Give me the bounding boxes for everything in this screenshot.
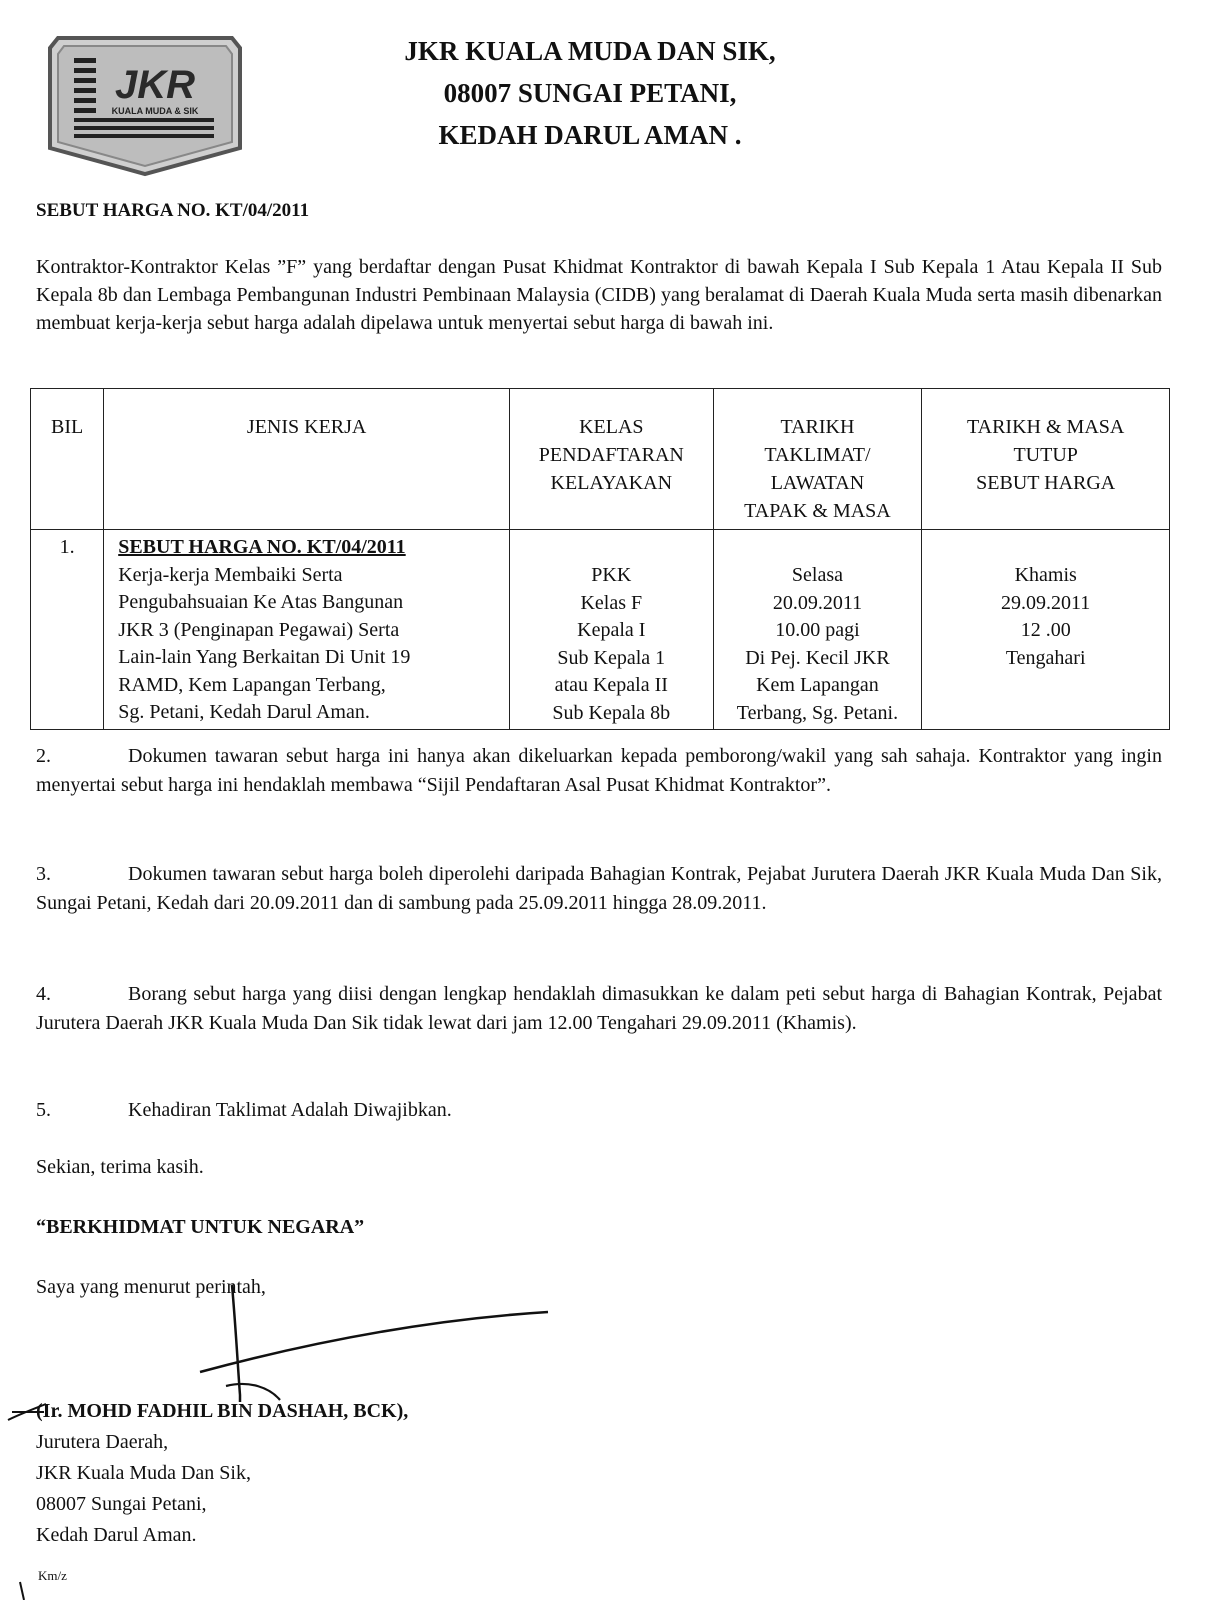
header-kelas-line: KELAYAKAN <box>550 472 673 494</box>
work-line: Kerja-kerja Membaiki Serta <box>118 563 343 586</box>
signer-block <box>36 1396 408 1551</box>
signer-office: JKR Kuala Muda Dan Sik, <box>36 1462 251 1484</box>
quotation-table <box>30 388 1170 730</box>
logo-text: JKR <box>114 63 196 107</box>
cell-tarikh-tutup <box>922 530 1170 730</box>
tutup-line: Khamis <box>1014 564 1077 586</box>
header-kelas <box>510 389 713 530</box>
tutup-line: 12 .00 <box>1020 619 1071 641</box>
header-tarikh-taklimat <box>713 389 922 530</box>
cell-jenis-kerja <box>104 530 510 730</box>
office-address-header <box>330 30 850 156</box>
cell-tarikh-taklimat <box>713 530 922 730</box>
paragraph-text: Dokumen tawaran sebut harga ini hanya akan dikeluarkan kepada pemborong/wakil yang sah sahaja. Kontraktor yang ingin menyertai sebut harga ini hendaklah membawa “Sijil Pendaftaran Asal Pusat Khidmat Kontraktor”. <box>36 745 1162 796</box>
header-tutup-line: TARIKH & MASA <box>967 416 1125 438</box>
paragraph-5 <box>36 1096 1162 1125</box>
header-line-3: KEDAH DARUL AMAN . <box>438 120 742 150</box>
paragraph-number: 2. <box>36 745 51 767</box>
tutup-line: 29.09.2011 <box>1001 591 1091 614</box>
paragraph-text: Kehadiran Taklimat Adalah Diwajibkan. <box>128 1099 452 1121</box>
header-tutup-line: TUTUP <box>1013 444 1078 466</box>
table-row <box>31 530 1170 730</box>
signer-city: 08007 Sungai Petani, <box>36 1493 207 1515</box>
header-tarikh-line: TAKLIMAT/ <box>764 444 871 466</box>
header-jenis-kerja: JENIS KERJA <box>104 389 510 530</box>
tarikh-line: Selasa <box>791 564 843 586</box>
cell-bil: 1. <box>31 530 104 730</box>
tutup-line: Tengahari <box>1005 646 1086 669</box>
paragraph-text: Dokumen tawaran sebut harga boleh diperolehi daripada Bahagian Kontrak, Pejabat Jurutera Daerah JKR Kuala Muda Dan Sik, Sungai Petani, Kedah dari 20.09.2011 dan di sambung pada 25.09.2011 hingga 28.09.2011. <box>36 863 1162 914</box>
header-bil: BIL <box>31 389 104 530</box>
kelas-line: PKK <box>591 564 632 586</box>
work-line: Sg. Petani, Kedah Darul Aman. <box>118 701 370 723</box>
motto: “BERKHIDMAT UNTUK NEGARA” <box>36 1216 365 1238</box>
paragraph-4 <box>36 980 1162 1038</box>
paragraph-text: Borang sebut harga yang diisi dengan lengkap hendaklah dimasukkan ke dalam peti sebut harga di Bahagian Kontrak, Pejabat Jurutera Daerah JKR Kuala Muda Dan Sik tidak lewat dari jam 12.00 Tengahari 29.09.2011 (Khamis). <box>36 983 1162 1034</box>
closing-line: Sekian, terima kasih. <box>36 1156 204 1178</box>
paragraph-number: 3. <box>36 863 51 885</box>
header-tarikh-tutup <box>922 389 1170 530</box>
cell-kelas <box>510 530 713 730</box>
kelas-line: Sub Kepala 1 <box>557 646 666 669</box>
logo-subtext: KUALA MUDA & SIK <box>111 106 199 116</box>
paragraph-number: 4. <box>36 983 51 1005</box>
tarikh-line: Terbang, Sg. Petani. <box>736 701 899 724</box>
work-line: RAMD, Kem Lapangan Terbang, <box>118 673 386 696</box>
header-tutup-line: SEBUT HARGA <box>976 472 1116 494</box>
quotation-reference-title: SEBUT HARGA NO. KT/04/2011 <box>36 200 310 221</box>
kelas-line: Kelas F <box>580 591 643 614</box>
signer-state: Kedah Darul Aman. <box>36 1524 197 1546</box>
jkr-logo <box>40 28 250 178</box>
paragraph-number: 5. <box>36 1099 51 1121</box>
header-kelas-line: KELAS <box>579 416 644 438</box>
header-line-1: JKR KUALA MUDA DAN SIK, <box>404 36 776 66</box>
tarikh-line: 10.00 pagi <box>775 619 860 641</box>
sign-intro: Saya yang menurut perintah, <box>36 1276 266 1298</box>
header-line-2: 08007 SUNGAI PETANI, <box>443 78 737 108</box>
intro-paragraph: Kontraktor-Kontraktor Kelas ”F” yang berdaftar dengan Pusat Khidmat Kontraktor di bawah Kepala I Sub Kepala 1 Atau Kepala II Sub Kepala 8b dan Lembaga Pembangunan Industri Pembinaan Malaysia (CIDB) yang beralamat di Daerah Kuala Muda serta masih dibenarkan membuat kerja-kerja sebut harga adalah dipelawa untuk menyertai sebut harga di bawah ini. <box>36 256 1162 334</box>
tarikh-line: Di Pej. Kecil JKR <box>745 646 890 669</box>
header-tarikh-line: TARIKH <box>780 416 855 438</box>
header-tarikh-line: TAPAK & MASA <box>744 500 891 522</box>
tarikh-line: Kem Lapangan <box>756 674 879 696</box>
kelas-line: Sub Kepala 8b <box>552 701 671 724</box>
table-header-row <box>31 389 1170 530</box>
paragraph-2 <box>36 742 1162 800</box>
signer-name: (Ir. MOHD FADHIL BIN DASHAH, BCK), <box>36 1400 409 1422</box>
work-line: JKR 3 (Penginapan Pegawai) Serta <box>118 618 400 641</box>
work-title: SEBUT HARGA NO. KT/04/2011 <box>118 536 406 558</box>
kelas-line: atau Kepala II <box>554 674 668 696</box>
reference-initials: Km/z <box>38 1568 67 1583</box>
work-line: Pengubahsuaian Ke Atas Bangunan <box>118 591 404 613</box>
tarikh-line: 20.09.2011 <box>772 591 863 614</box>
signer-title: Jurutera Daerah, <box>36 1431 169 1453</box>
work-line: Lain-lain Yang Berkaitan Di Unit 19 <box>118 646 411 668</box>
header-kelas-line: PENDAFTARAN <box>538 444 684 466</box>
header-tarikh-line: LAWATAN <box>770 472 865 494</box>
paragraph-3 <box>36 860 1162 918</box>
kelas-line: Kepala I <box>577 619 646 641</box>
